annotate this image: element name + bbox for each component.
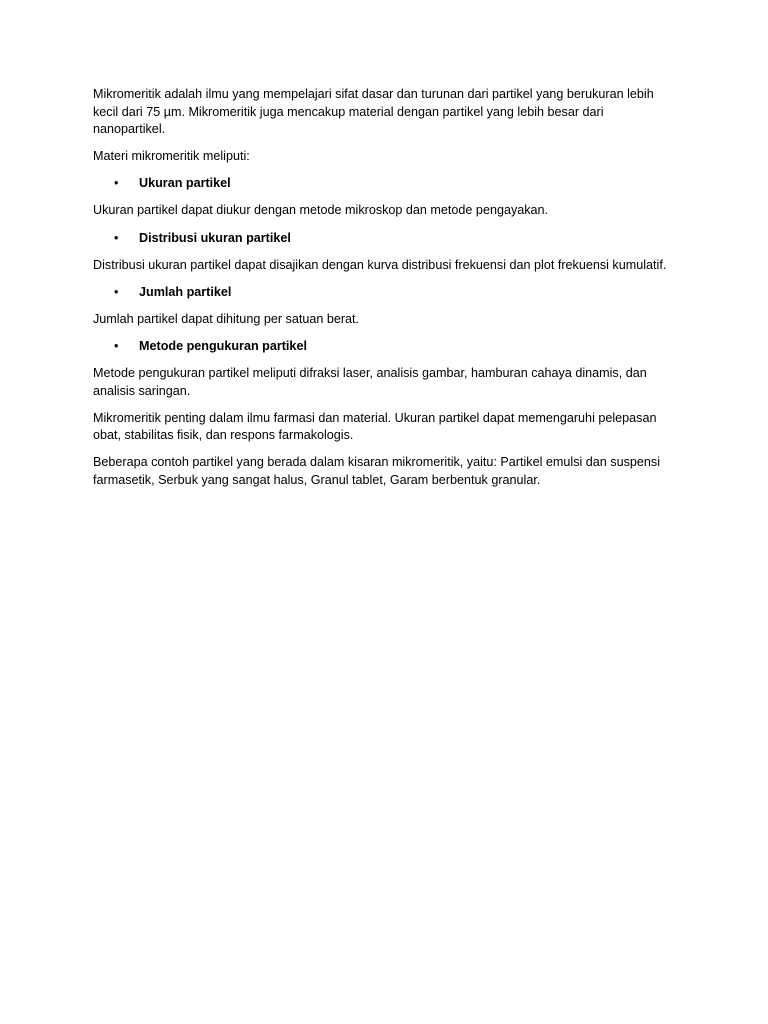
materi-paragraph: Materi mikromeritik meliputi:	[93, 149, 250, 164]
bullet-label: Ukuran partikel	[139, 176, 231, 191]
bullet-icon: •	[114, 230, 119, 245]
document-body	[93, 86, 671, 499]
intro-paragraph: Mikromeritik adalah ilmu yang mempelajari sifat dasar dan turunan dari partikel yang berukuran lebih kecil dari 75 µm. Mikromeritik juga mencakup material dengan partikel yang lebih besar dari nanopartikel.	[93, 87, 654, 137]
distribusi-paragraph: Distribusi ukuran partikel dapat disajikan dengan kurva distribusi frekuensi dan plot frekuensi kumulatif.	[93, 257, 667, 272]
bullet-distribusi-ukuran-partikel	[93, 230, 671, 248]
bullet-label: Metode pengukuran partikel	[139, 338, 307, 353]
bullet-label: Distribusi ukuran partikel	[139, 230, 291, 245]
bullet-metode-pengukuran-partikel	[93, 338, 671, 356]
bullet-ukuran-partikel	[93, 175, 671, 193]
bullet-label: Jumlah partikel	[139, 284, 232, 299]
metode-paragraph: Metode pengukuran partikel meliputi difraksi laser, analisis gambar, hamburan cahaya dinamis, dan analisis saringan.	[93, 366, 647, 398]
ukuran-paragraph: Ukuran partikel dapat diukur dengan metode mikroskop dan metode pengayakan.	[93, 203, 549, 218]
jumlah-paragraph: Jumlah partikel dapat dihitung per satuan berat.	[93, 311, 360, 326]
bullet-icon: •	[114, 284, 119, 299]
bullet-icon: •	[114, 338, 119, 353]
bullet-icon: •	[114, 176, 119, 191]
bullet-jumlah-partikel	[93, 284, 671, 302]
contoh-paragraph: Beberapa contoh partikel yang berada dalam kisaran mikromeritik, yaitu: Partikel emulsi dan suspensi farmasetik, Serbuk yang sangat halus, Granul tablet, Garam berbentuk granular.	[93, 455, 661, 487]
penting-paragraph: Mikromeritik penting dalam ilmu farmasi dan material. Ukuran partikel dapat memengaruhi pelepasan obat, stabilitas fisik, dan respons farmakologis.	[93, 410, 657, 443]
